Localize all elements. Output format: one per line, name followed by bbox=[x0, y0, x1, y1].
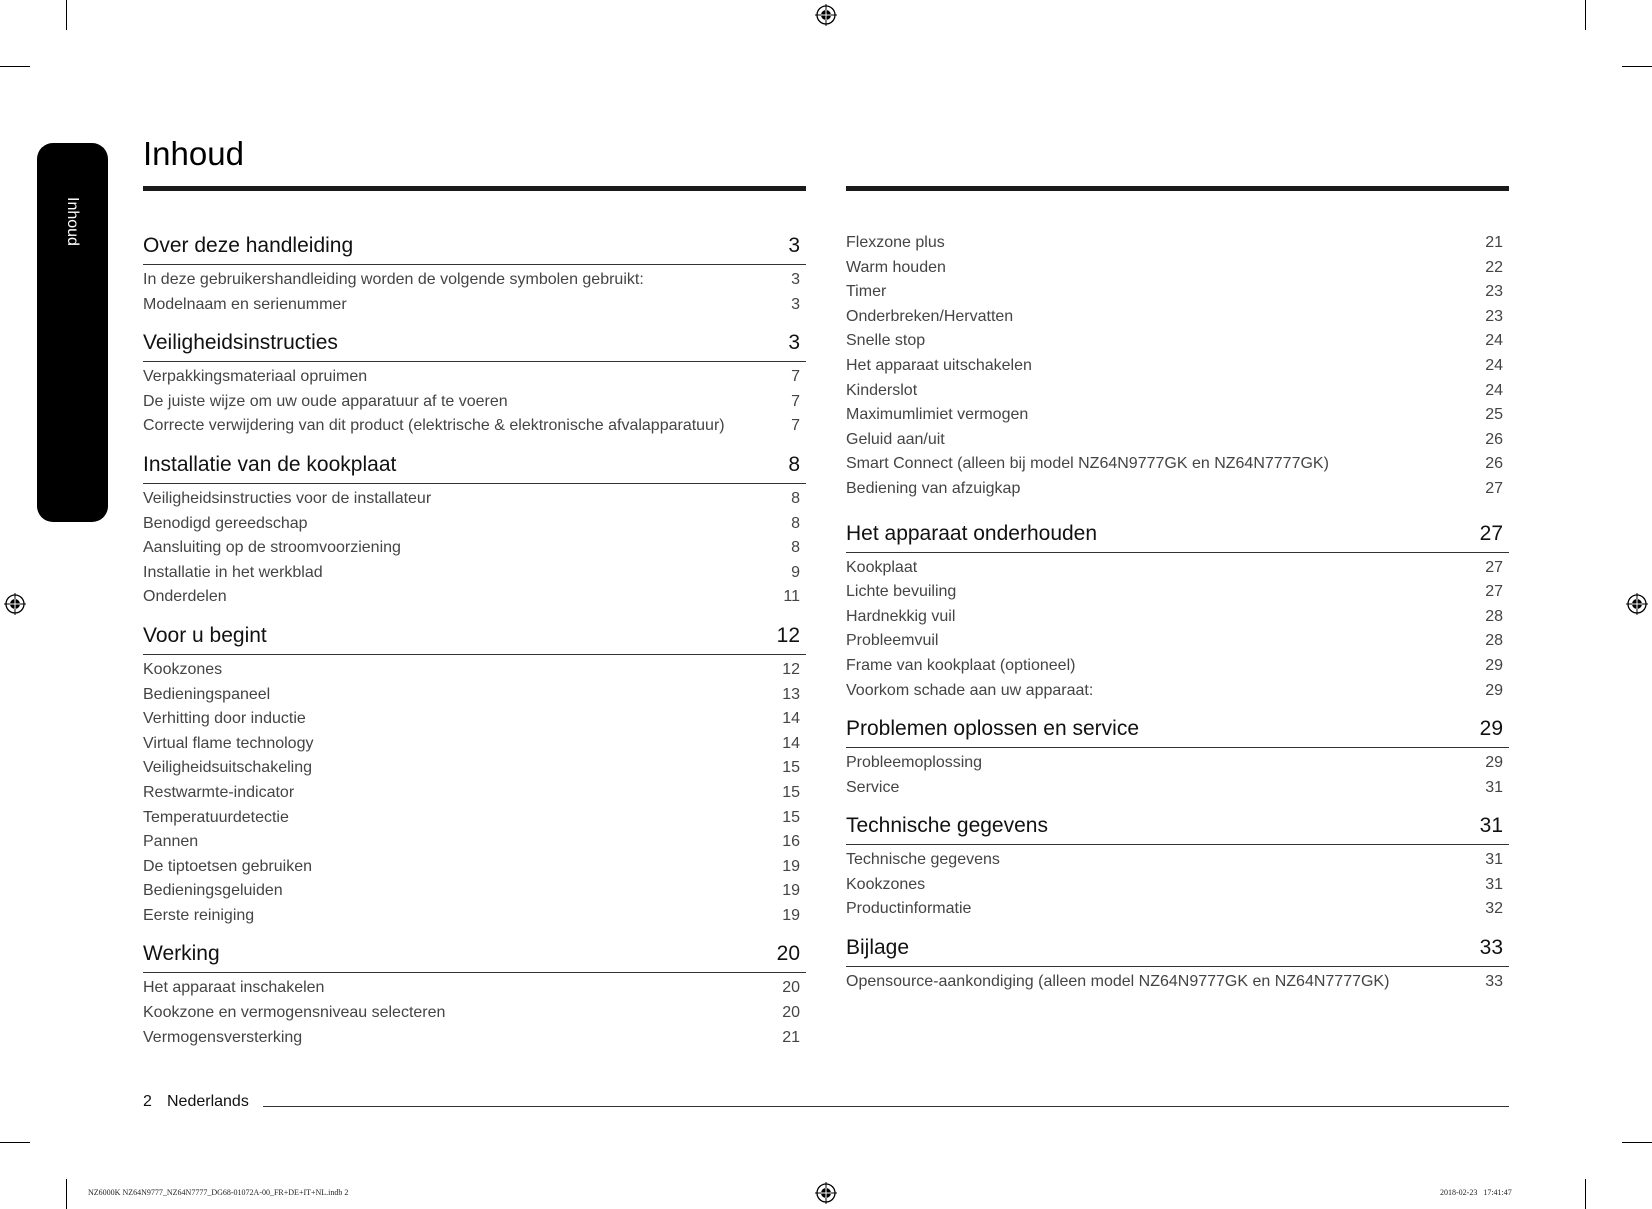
toc-entry[interactable] bbox=[143, 536, 806, 561]
toc-section-title: Technische gegevens bbox=[846, 814, 1048, 838]
toc-section-title: Installatie van de kookplaat bbox=[143, 452, 397, 476]
toc-section-heading[interactable] bbox=[143, 450, 806, 484]
toc-entry[interactable] bbox=[143, 658, 806, 683]
toc-entry[interactable] bbox=[143, 1001, 806, 1026]
toc-entry-page: 21 bbox=[1485, 234, 1503, 251]
toc-entry-title: Bediening van afzuigkap bbox=[846, 479, 1021, 497]
toc-entry[interactable] bbox=[143, 293, 806, 318]
toc-entry-title: Kookzones bbox=[143, 660, 223, 678]
toc-entry-page: 23 bbox=[1485, 307, 1503, 325]
toc-entry-page: 28 bbox=[1485, 632, 1503, 650]
toc-section-page: 12 bbox=[776, 623, 800, 647]
toc-entry-page: 16 bbox=[782, 833, 800, 851]
toc-entry[interactable] bbox=[846, 848, 1509, 873]
toc-section-heading[interactable] bbox=[846, 519, 1509, 553]
toc-entry-title: Timer bbox=[846, 283, 887, 301]
toc-entry[interactable] bbox=[143, 855, 806, 880]
toc-entry-page: 27 bbox=[1485, 558, 1503, 576]
toc-section bbox=[846, 933, 1509, 995]
toc-left-column bbox=[143, 186, 806, 1050]
toc-entry-title: Flexzone plus bbox=[846, 234, 945, 251]
toc-entry-page: 12 bbox=[782, 660, 800, 678]
toc-entry[interactable] bbox=[143, 512, 806, 537]
toc-entry[interactable] bbox=[846, 354, 1509, 379]
toc-section-page: 33 bbox=[1479, 936, 1503, 960]
toc-entry-page: 27 bbox=[1485, 479, 1503, 497]
toc-entry-title: Het apparaat inschakelen bbox=[143, 979, 325, 997]
toc-entry-title: Frame van kookplaat (optioneel) bbox=[846, 656, 1076, 674]
toc-entry[interactable] bbox=[143, 487, 806, 512]
toc-entry-page: 19 bbox=[782, 882, 800, 900]
side-tab-label: Inhoud bbox=[64, 197, 81, 246]
toc-entry-title: Service bbox=[846, 778, 900, 796]
toc-section-heading[interactable] bbox=[143, 621, 806, 655]
toc-entry-page: 8 bbox=[791, 489, 800, 507]
toc-entry-title: Hardnekkig vuil bbox=[846, 607, 956, 625]
toc-entry[interactable] bbox=[143, 806, 806, 831]
toc-sections-right bbox=[846, 519, 1509, 995]
toc-entry-page: 29 bbox=[1485, 754, 1503, 772]
registration-mark-icon bbox=[4, 593, 26, 615]
toc-entry-page: 7 bbox=[791, 417, 800, 435]
toc-entry-title: Eerste reiniging bbox=[143, 906, 255, 924]
toc-entry-title: Het apparaat uitschakelen bbox=[846, 356, 1032, 374]
toc-entry-title: Restwarmte-indicator bbox=[143, 783, 295, 801]
toc-entry-page: 25 bbox=[1485, 406, 1503, 424]
toc-entry-page: 14 bbox=[782, 734, 800, 752]
side-tab bbox=[37, 143, 108, 522]
toc-entry[interactable] bbox=[143, 585, 806, 610]
toc-entry[interactable] bbox=[846, 428, 1509, 453]
toc-entry-title: Snelle stop bbox=[846, 332, 926, 350]
toc-entry-page: 29 bbox=[1485, 656, 1503, 674]
toc-entry-title: Verpakkingsmateriaal opruimen bbox=[143, 368, 368, 386]
toc-section-heading[interactable] bbox=[143, 231, 806, 265]
toc-entry-title: Kookzones bbox=[846, 875, 926, 893]
toc-section-heading[interactable] bbox=[846, 811, 1509, 845]
toc-section-title: Veiligheidsinstructies bbox=[143, 331, 338, 355]
toc-entry[interactable] bbox=[846, 580, 1509, 605]
toc-entry-page: 26 bbox=[1485, 455, 1503, 473]
toc-entry[interactable] bbox=[846, 897, 1509, 922]
toc-section-title: Het apparaat onderhouden bbox=[846, 521, 1098, 545]
footer-rule bbox=[263, 1106, 1509, 1107]
toc-entry-page: 15 bbox=[782, 783, 800, 801]
registration-mark-icon bbox=[815, 4, 837, 26]
toc-section-title: Over deze handleiding bbox=[143, 234, 354, 257]
toc-entry[interactable] bbox=[143, 268, 806, 293]
toc-entry-title: Smart Connect (alleen bij model NZ64N9777GK en NZ64N7777GK) bbox=[846, 455, 1329, 473]
toc-sections-left bbox=[143, 231, 806, 1050]
toc-section-page: 20 bbox=[776, 942, 800, 966]
toc-entry-title: Probleemvuil bbox=[846, 632, 939, 650]
toc-entry-title: Installatie in het werkblad bbox=[143, 563, 323, 581]
toc-entry-title: Kookplaat bbox=[846, 558, 918, 576]
toc-entry-page: 7 bbox=[791, 392, 800, 410]
toc-section bbox=[143, 450, 806, 610]
footer-page-number: 2 bbox=[143, 1093, 152, 1110]
crop-mark bbox=[1622, 1142, 1652, 1143]
toc-entry[interactable] bbox=[143, 732, 806, 757]
heading-rule bbox=[846, 186, 1509, 191]
toc-entry-title: Correcte verwijdering van dit product (elektrische & elektronische afvalapparatuur) bbox=[143, 417, 725, 435]
toc-entry-title: Technische gegevens bbox=[846, 851, 1000, 869]
toc-section-page: 3 bbox=[788, 234, 800, 257]
footer-language: Nederlands bbox=[167, 1093, 249, 1110]
toc-entry[interactable] bbox=[143, 390, 806, 415]
toc-entry-page: 29 bbox=[1485, 681, 1503, 699]
toc-entry-title: Pannen bbox=[143, 833, 199, 851]
toc-entry-page: 31 bbox=[1485, 778, 1503, 796]
toc-entry-page: 24 bbox=[1485, 381, 1503, 399]
toc-entry-page: 19 bbox=[782, 906, 800, 924]
toc-entry-page: 15 bbox=[782, 759, 800, 777]
toc-entry-page: 28 bbox=[1485, 607, 1503, 625]
toc-entry[interactable] bbox=[846, 379, 1509, 404]
toc-entry-title: Warm houden bbox=[846, 258, 946, 276]
toc-entry-title: Bedieningsgeluiden bbox=[143, 882, 283, 900]
toc-entry[interactable] bbox=[846, 776, 1509, 801]
toc-section-page: 29 bbox=[1479, 717, 1503, 741]
toc-entry-title: Onderdelen bbox=[143, 588, 227, 606]
toc-entry[interactable] bbox=[143, 707, 806, 732]
toc-entry-page: 20 bbox=[782, 1004, 800, 1022]
toc-entry[interactable] bbox=[143, 781, 806, 806]
toc-continued-entries bbox=[846, 231, 1509, 502]
toc-entry-page: 21 bbox=[782, 1028, 800, 1046]
crop-mark bbox=[1585, 0, 1586, 30]
crop-mark bbox=[1585, 1179, 1586, 1209]
toc-entry-title: Virtual flame technology bbox=[143, 734, 314, 752]
heading-rule bbox=[143, 186, 806, 191]
toc-section-title: Bijlage bbox=[846, 936, 910, 960]
toc-section-page: 31 bbox=[1479, 814, 1503, 838]
toc-entry-page: 8 bbox=[791, 539, 800, 557]
toc-section-page: 8 bbox=[788, 452, 800, 476]
page-title: Inhoud bbox=[143, 135, 244, 172]
toc-entry-title: Veiligheidsuitschakeling bbox=[143, 759, 312, 777]
crop-mark bbox=[1622, 66, 1652, 67]
toc-section bbox=[846, 519, 1509, 704]
toc-entry[interactable] bbox=[846, 970, 1509, 995]
toc-entry-title: Maximumlimiet vermogen bbox=[846, 406, 1029, 424]
toc-entry-page: 22 bbox=[1485, 258, 1503, 276]
toc-section bbox=[846, 714, 1509, 800]
toc-entry[interactable] bbox=[846, 256, 1509, 281]
toc-section bbox=[846, 811, 1509, 922]
toc-entry-title: Productinformatie bbox=[846, 900, 972, 918]
toc-section-page: 3 bbox=[788, 331, 800, 355]
toc-entry[interactable] bbox=[143, 756, 806, 781]
toc-entry[interactable] bbox=[846, 231, 1509, 256]
crop-mark bbox=[0, 66, 30, 67]
toc-entry-title: Temperatuurdetectie bbox=[143, 808, 289, 826]
toc-entry-title: Vermogensversterking bbox=[143, 1028, 303, 1046]
toc-entry-page: 7 bbox=[791, 368, 800, 386]
toc-entry[interactable] bbox=[846, 477, 1509, 502]
toc-entry-page: 32 bbox=[1485, 900, 1503, 918]
toc-entry[interactable] bbox=[143, 561, 806, 586]
toc-section bbox=[143, 231, 806, 317]
toc-entry-title: Veiligheidsinstructies voor de installateur bbox=[143, 489, 432, 507]
toc-entry-page: 31 bbox=[1485, 851, 1503, 869]
toc-section bbox=[143, 621, 806, 929]
toc-section-heading[interactable] bbox=[143, 939, 806, 973]
toc-section bbox=[143, 328, 806, 439]
toc-section-title: Problemen oplossen en service bbox=[846, 717, 1139, 741]
toc-entry[interactable] bbox=[846, 873, 1509, 898]
toc-entry-title: Kinderslot bbox=[846, 381, 918, 399]
toc-entry[interactable] bbox=[143, 365, 806, 390]
toc-entry-page: 15 bbox=[782, 808, 800, 826]
toc-entry-title: In deze gebruikershandleiding worden de volgende symbolen gebruikt: bbox=[143, 271, 644, 288]
toc-entry-title: Modelnaam en serienummer bbox=[143, 295, 347, 313]
toc-entry-page: 13 bbox=[782, 685, 800, 703]
toc-entry-page: 26 bbox=[1485, 430, 1503, 448]
registration-mark-icon bbox=[1626, 593, 1648, 615]
toc-section-heading[interactable] bbox=[846, 714, 1509, 748]
toc-entry[interactable] bbox=[846, 605, 1509, 630]
toc-entry[interactable] bbox=[143, 683, 806, 708]
toc-entry-page: 8 bbox=[791, 514, 800, 532]
toc-entry[interactable] bbox=[143, 830, 806, 855]
toc-entry-title: Aansluiting op de stroomvoorziening bbox=[143, 539, 401, 557]
toc-entry[interactable] bbox=[846, 452, 1509, 477]
crop-mark bbox=[66, 1179, 67, 1209]
toc-entry[interactable] bbox=[143, 879, 806, 904]
toc-entry[interactable] bbox=[846, 654, 1509, 679]
toc-entry[interactable] bbox=[143, 1026, 806, 1051]
toc-entry-title: Geluid aan/uit bbox=[846, 430, 945, 448]
toc-entry-title: Verhitting door inductie bbox=[143, 710, 306, 728]
toc-entry-title: De juiste wijze om uw oude apparatuur af te voeren bbox=[143, 392, 508, 410]
toc-entry-title: Lichte bevuiling bbox=[846, 583, 957, 601]
toc-entry-title: Benodigd gereedschap bbox=[143, 514, 308, 532]
toc-entry[interactable] bbox=[846, 556, 1509, 581]
toc-entry-title: Bedieningspaneel bbox=[143, 685, 271, 703]
toc-entry[interactable] bbox=[143, 976, 806, 1001]
crop-mark bbox=[0, 1142, 30, 1143]
toc-entry[interactable] bbox=[846, 629, 1509, 654]
toc-entry-page: 27 bbox=[1485, 583, 1503, 601]
toc-entry-page: 9 bbox=[791, 563, 800, 581]
toc-entry[interactable] bbox=[143, 414, 806, 439]
toc-entry-page: 3 bbox=[791, 271, 800, 288]
toc-entry-title: Onderbreken/Hervatten bbox=[846, 307, 1014, 325]
toc-entry-page: 33 bbox=[1485, 973, 1503, 991]
crop-mark bbox=[66, 0, 67, 30]
toc-entry-page: 11 bbox=[783, 588, 800, 606]
toc-section-title: Werking bbox=[143, 942, 220, 966]
toc-section-title: Voor u begint bbox=[143, 623, 267, 647]
toc-entry-title: Probleemoplossing bbox=[846, 754, 983, 772]
toc-entry-title: Opensource-aankondiging (alleen model NZ64N9777GK en NZ64N7777GK) bbox=[846, 973, 1390, 991]
toc-entry-page: 20 bbox=[782, 979, 800, 997]
registration-mark-icon bbox=[815, 1182, 837, 1204]
toc-entry-title: Kookzone en vermogensniveau selecteren bbox=[143, 1004, 446, 1022]
toc-entry[interactable] bbox=[846, 329, 1509, 354]
toc-section-heading[interactable] bbox=[143, 328, 806, 362]
toc-entry-title: Voorkom schade aan uw apparaat: bbox=[846, 681, 1094, 699]
toc-entry-page: 24 bbox=[1485, 356, 1503, 374]
toc-entry[interactable] bbox=[846, 280, 1509, 305]
toc-entry[interactable] bbox=[846, 403, 1509, 428]
print-slug-date: 2018-02-23 17:41:47 bbox=[1440, 1188, 1512, 1197]
toc-entry-title: De tiptoetsen gebruiken bbox=[143, 857, 312, 875]
toc-entry[interactable] bbox=[143, 904, 806, 929]
toc-entry-page: 3 bbox=[791, 295, 800, 313]
toc-entry-page: 23 bbox=[1485, 283, 1503, 301]
print-slug-file: NZ6000K NZ64N9777_NZ64N7777_DG68-01072A-00_FR+DE+IT+NL.indb 2 bbox=[88, 1188, 349, 1197]
toc-entry[interactable] bbox=[846, 679, 1509, 704]
toc-entry[interactable] bbox=[846, 305, 1509, 330]
toc-section-heading[interactable] bbox=[846, 933, 1509, 967]
toc-entry-page: 19 bbox=[782, 857, 800, 875]
toc-section-page: 27 bbox=[1479, 521, 1503, 545]
toc-entry-page: 14 bbox=[782, 710, 800, 728]
toc-right-column bbox=[846, 186, 1509, 995]
toc-section bbox=[143, 939, 806, 1050]
toc-entry-page: 24 bbox=[1485, 332, 1503, 350]
toc-entry-page: 31 bbox=[1485, 875, 1503, 893]
toc-entry[interactable] bbox=[846, 751, 1509, 776]
